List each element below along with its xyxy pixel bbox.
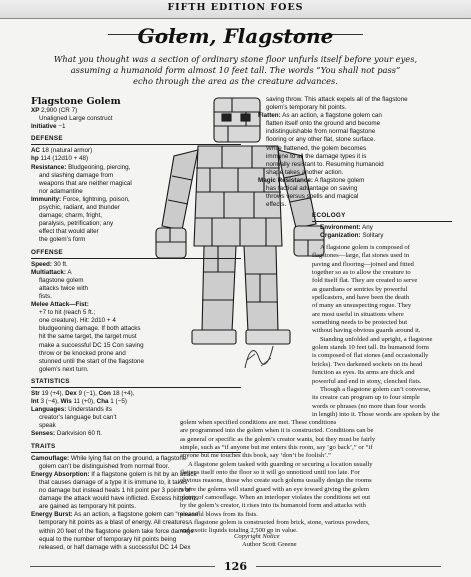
stat-line: immune to all the damage types it is — [266, 152, 367, 160]
ecology-organization: Organization: Solitary — [320, 232, 384, 240]
ability-value: 1 (−5) — [108, 398, 127, 406]
stat-value: A flagstone golem — [312, 176, 365, 184]
body-line: anyone but me touches this book, say ‘don’t be foolish’.” — [180, 452, 331, 460]
stat-value: A — [66, 268, 72, 276]
ability-key: Dex — [65, 390, 77, 397]
ecology-environment: Environment: Any — [320, 224, 373, 232]
stat-line: effect that would alter — [39, 228, 99, 236]
artist-signature-mark — [241, 340, 277, 376]
page-number: 126 — [224, 560, 247, 573]
body-line: powerful and end in stony, clenched fists. — [312, 377, 422, 385]
ability-key: Int — [31, 398, 39, 406]
stat-line: shape takes another action. — [266, 168, 344, 176]
stat-line: hit the same target, the target must — [39, 333, 137, 341]
stat-key: Energy Absorption: — [31, 470, 90, 478]
stat-entry — [31, 123, 241, 131]
stat-key: Multiattack: — [31, 268, 66, 276]
statblock-right — [258, 96, 448, 209]
stat-entry — [31, 147, 241, 155]
body-line: Though a flagstone golem can’t converse, — [320, 385, 431, 393]
body-line: powerful blows from its fists. — [180, 510, 258, 518]
section-header: FIFTH EDITION FOES — [167, 2, 304, 13]
stat-key: Camouflage: — [31, 454, 70, 462]
stat-entry — [31, 269, 241, 277]
stat-line: temporary hit points as a blast of energy. All creatures — [39, 519, 189, 527]
stat-key: Resistance: — [31, 163, 67, 171]
body-line: of many an unsuspecting rogue. They — [312, 302, 412, 310]
stat-line: nor adamantine — [39, 187, 83, 195]
body-line: A flagstone golem is composed of — [320, 244, 410, 251]
stat-line: no damage but instead heals 1 hit point per 3 points of — [39, 487, 191, 495]
copyright-label: Copyright Notice — [234, 533, 280, 540]
stat-line: make a successful DC 15 Con saving — [39, 341, 144, 349]
ability-key: Str — [31, 390, 40, 397]
stat-entry — [31, 261, 241, 269]
body-line: and exotic liquids totaling 2,500 gp in value. — [180, 527, 298, 535]
body-text-narrow — [312, 244, 452, 419]
body-line: flagstones—large, flat stones used in — [312, 252, 410, 260]
stat-key: Initiative — [31, 123, 57, 131]
body-line: as guardians or sentries by powerful — [312, 285, 408, 293]
section-rule — [31, 144, 241, 145]
section-heading — [31, 135, 241, 143]
ecology-rule — [312, 221, 452, 222]
body-line: obvious reasons, those who create such golems usually design the rooms — [180, 477, 372, 485]
section-rule — [31, 258, 241, 259]
ability-value: 9 (−1), — [76, 390, 99, 397]
body-line: A flagstone golem is constructed from brick, stone, various powders, — [188, 519, 370, 527]
copyright-author: Author Scott Greene — [242, 541, 297, 549]
stat-value: Understands its — [66, 406, 112, 414]
stat-key: Energy Burst: — [31, 511, 73, 519]
stat-line: Unaligned Large construct — [39, 115, 113, 123]
section-heading-label: STATISTICS — [31, 377, 70, 385]
stat-value: −1 — [56, 123, 66, 131]
section-heading-label: DEFENSE — [31, 135, 63, 143]
intro-line: echo through the area as the creature advances. — [133, 75, 338, 86]
intro-line: assuming a humanoid form almost 10 feet tall. The words “You shall not pass” — [70, 64, 401, 75]
ability-value: 11 (+0), — [71, 398, 97, 406]
stat-line: throws versus spells and magical — [266, 193, 359, 201]
stat-line: flagstone golem — [39, 276, 84, 284]
stat-key: Immunity: — [31, 195, 62, 203]
body-line: by the golem’s creator, it rises into its humanoid form and attacks with — [180, 502, 366, 510]
stat-value: 2,900 (CR 7) — [39, 107, 78, 114]
ability-key: Wis — [60, 398, 72, 406]
stat-line: that causes damage of a type it is immune to, it takes — [39, 478, 188, 486]
body-line: paving and flooring—joined and fitted — [312, 260, 414, 268]
body-line: words or phrases (no more than four words — [312, 402, 426, 410]
stat-entry — [31, 164, 241, 172]
stat-value: 18 (natural armor) — [40, 147, 93, 155]
body-line: without having obvious guards around it. — [312, 327, 421, 335]
stat-key: Languages: — [31, 406, 67, 414]
body-line: fold itself flat. They are created to serve — [312, 277, 418, 285]
stat-line: creator’s language but can’t — [39, 414, 117, 422]
copyright-block — [234, 533, 434, 550]
stat-line: and slashing damage from — [39, 171, 114, 179]
ability-value: 3 (−4), — [38, 398, 61, 406]
stat-line: stunned until the start of the flagstone — [39, 357, 145, 365]
body-line: spellcasters, and have been the death — [312, 294, 410, 302]
stat-line: golem’s temporary hit points. — [266, 104, 347, 112]
section-heading — [31, 378, 241, 386]
body-line: in length) into it. Those words are spoken by the — [312, 410, 440, 418]
ability-key: Cha — [96, 398, 109, 406]
stat-key: hp — [31, 155, 39, 163]
page-title: Golem, Flagstone — [137, 24, 334, 48]
body-line: together so as to allow the creature to — [312, 269, 411, 277]
ability-key: Con — [98, 390, 111, 397]
stat-line: throw or be knocked prone and — [39, 349, 126, 357]
stat-line: damage the attack would have inflicted. Excess hit points — [39, 495, 199, 503]
ecology-heading: ECOLOGY — [312, 212, 346, 219]
stat-line: paralysis, petrification; any — [39, 220, 114, 228]
body-line: flattens itself onto the floor so it will go unnoticed until too late. For — [180, 469, 360, 477]
body-line: as general or specific as the golem’s creator wants, but they must be fairly — [180, 435, 376, 443]
stat-key: Speed: — [31, 260, 52, 268]
stat-line: fists. — [39, 292, 52, 300]
stat-line: the golem’s form — [39, 236, 86, 244]
stat-line: released, or half damage with a successful DC 14 Dex — [39, 543, 191, 551]
stat-key: Melee Attack—Fist: — [31, 301, 89, 309]
ability-scores — [31, 398, 241, 406]
stat-line: has tactical advantage on saving — [266, 185, 358, 193]
body-line: bricks). Two darkened sockets on its head — [312, 360, 423, 368]
stat-entry — [31, 406, 241, 414]
intro-line: What you thought was a section of ordinary stone floor unfurls itself before your eyes, — [53, 54, 418, 64]
body-line: are most useful in situations where — [312, 310, 404, 318]
intro-text — [44, 54, 427, 86]
body-line: where the golems will stand guard with an eye toward giving the golem — [180, 485, 369, 493]
stat-line: one creature). Hit: 2d10 + 4 — [39, 317, 116, 325]
body-line: its creator can program up to four simple — [312, 394, 420, 402]
ecology-block — [312, 212, 452, 240]
stat-line: bludgeoning damage. If both attacks — [39, 325, 141, 333]
stat-entry — [31, 107, 241, 115]
stat-line: effects. — [266, 201, 287, 209]
body-line: are programmed into the golem when it is constructed. Conditions can be — [180, 427, 374, 435]
stat-line: golem can’t be distinguished from normal floor. — [39, 462, 170, 470]
page-footer — [0, 556, 471, 577]
stat-line: flatten itself onto the ground and become — [266, 120, 381, 128]
stat-line: speak — [39, 422, 56, 430]
body-text-wide — [180, 419, 452, 536]
stat-value: Force, lightning, poison, — [61, 195, 130, 203]
stat-value: 30 ft. — [52, 260, 68, 268]
stat-key: Senses: — [31, 430, 56, 438]
section-rule — [31, 387, 241, 388]
stat-line: psychic, radiant, and thunder — [39, 204, 120, 212]
ability-value: 18 (+4), — [110, 390, 135, 397]
stat-entry — [258, 112, 448, 120]
stat-entry — [31, 196, 241, 204]
stat-key: Flatten: — [258, 112, 281, 120]
stat-value: Bludgeoning, piercing, — [66, 163, 131, 171]
stat-entry — [31, 155, 241, 163]
body-line: simple, such as “if anyone but me enters this room, say ‘go back’,” or “if — [180, 444, 373, 452]
stat-line: within 20 feet of the flagstone golem take force damage — [39, 527, 194, 535]
stat-line: normally resistant to. Resuming humanoid — [266, 160, 384, 168]
stat-line: attacks twice with — [39, 284, 88, 292]
stat-key: Magic Resistance: — [258, 176, 313, 184]
body-line: plenty of camouflage. When an interloper violates the conditions set out — [180, 494, 371, 502]
stat-line: equal to the number of temporary hit points being — [39, 535, 177, 543]
creature-name: Flagstone Golem — [31, 96, 121, 107]
section-heading-label: TRAITS — [31, 442, 56, 450]
stat-value: If a flagstone golem is hit by an attack — [89, 470, 197, 478]
body-line: A flagstone golem tasked with guarding or securing a location usually — [188, 460, 373, 468]
stat-entry — [258, 177, 448, 185]
stat-value: As an action, a flagstone golem can “release” — [72, 511, 201, 519]
stat-line: indistinguishable from normal flagstone — [266, 128, 376, 136]
body-line: something needs to be protected but — [312, 319, 408, 327]
stat-value: As an action, a flagstone golem can — [280, 112, 382, 120]
stat-line: are gained as temporary hit points. — [39, 503, 136, 511]
body-line: golem stands 10 feet tall. Its humanoid form — [312, 344, 429, 352]
stat-key: XP — [31, 107, 40, 114]
stat-entry — [31, 301, 241, 309]
section-heading — [31, 249, 241, 257]
stat-line: golem’s next turn. — [39, 365, 89, 373]
stat-line: +7 to hit (reach 5 ft.; — [39, 309, 96, 317]
ability-value: 19 (+4), — [39, 390, 66, 397]
stat-line: weapons that are neither magical — [39, 179, 132, 187]
stat-value: While lying flat on the ground, a flagstone — [69, 454, 187, 462]
section-heading-label: OFFENSE — [31, 248, 63, 256]
stat-key: AC — [31, 147, 41, 155]
body-line: is composed of flat stones (and occasionally — [312, 352, 429, 360]
stat-line: damage; charm, fright, — [39, 212, 102, 220]
stat-line: flooring or any other flat, stone surface. — [266, 136, 376, 144]
stat-value: 114 (12d10 + 48) — [38, 155, 89, 163]
stat-line: saving throw. This attack expels all of the flagstone — [266, 96, 408, 103]
stat-line: While flattened, the golem becomes — [266, 144, 367, 152]
body-line: Standing unfolded and upright, a flagstone — [320, 335, 433, 343]
stat-value: Darkvision 60 ft. — [55, 430, 103, 438]
body-line: function as eyes. Its arms are thick and — [312, 369, 415, 377]
ability-scores — [31, 390, 241, 398]
body-line: golem when specified conditions are met. These conditions — [180, 419, 337, 426]
